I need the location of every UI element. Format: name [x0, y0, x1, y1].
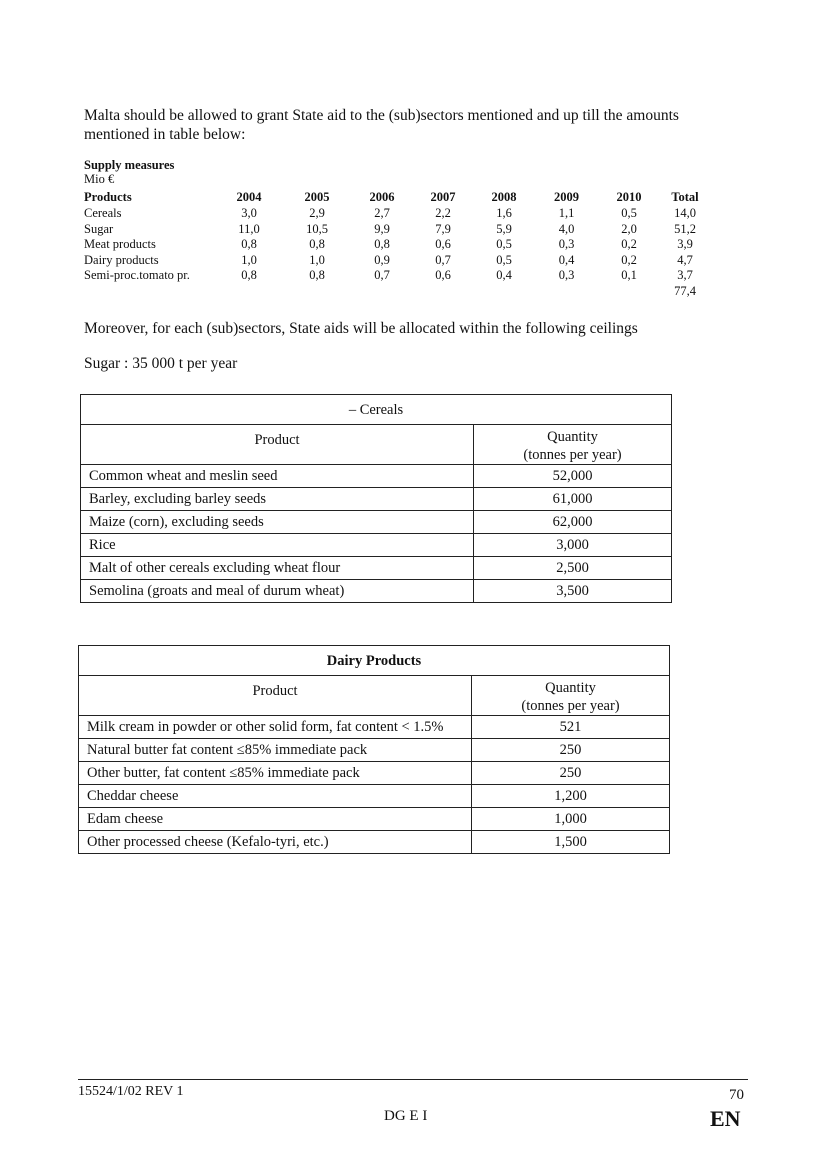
supply-value-cell: 0,7: [435, 252, 451, 267]
supply-value-cell: [535, 284, 598, 300]
dairy-row: [79, 831, 670, 854]
cereals-product-header: Product: [81, 425, 474, 465]
dairy-quantity-cell: 1,000: [472, 808, 670, 831]
dairy-product-cell: Natural butter fat content ≤85% immediate pack: [79, 739, 472, 762]
supply-value-cell: [413, 284, 473, 300]
supply-value-cell: 0,8: [241, 237, 257, 251]
supply-product-cell: Sugar: [84, 221, 114, 236]
supply-row: [84, 222, 710, 238]
supply-value-cell: 2004: [236, 190, 262, 204]
dairy-product-cell: Milk cream in powder or other solid form, fat content < 1.5%: [79, 716, 472, 739]
dairy-quantity-cell: 1,200: [472, 785, 670, 808]
cereals-quantity-cell: 2,500: [474, 557, 672, 580]
supply-value-cell: 0,6: [435, 268, 451, 282]
cereals-row: [81, 534, 672, 557]
cereals-quantity-header-label: Quantity: [547, 429, 598, 445]
supply-product-cell: Cereals: [84, 206, 122, 220]
dairy-row: [79, 785, 670, 808]
cereals-quantity-header-unit: (tonnes per year): [523, 447, 622, 463]
cereals-table-title: – Cereals: [81, 395, 672, 425]
footer-divider: [78, 1079, 748, 1080]
dairy-product-cell: Other butter, fat content ≤85% immediate pack: [79, 762, 472, 785]
cereals-row: [81, 511, 672, 534]
supply-value-cell: 5,9: [496, 221, 512, 236]
supply-product-cell: Dairy products: [84, 252, 159, 267]
supply-value-cell: 0,8: [241, 268, 257, 282]
dairy-quantity-cell: 250: [472, 739, 670, 762]
supply-value-cell: 0,8: [309, 268, 325, 282]
language-code: EN: [710, 1106, 741, 1131]
supply-product-cell: Meat products: [84, 237, 156, 251]
supply-value-cell: 77,4: [674, 283, 696, 298]
page-number: 70: [729, 1087, 744, 1103]
supply-value-cell: 0,5: [621, 206, 637, 220]
supply-value-cell: 2008: [491, 190, 517, 204]
supply-value-cell: 1,0: [241, 252, 257, 267]
supply-value-cell: 0,5: [496, 237, 512, 251]
supply-value-cell: 2,7: [374, 206, 390, 220]
supply-value-cell: 2006: [369, 190, 395, 204]
cereals-quantity-cell: 3,000: [474, 534, 672, 557]
supply-value-cell: 2005: [304, 190, 330, 204]
cereals-row: [81, 580, 672, 603]
supply-measures-title: Supply measures: [84, 158, 175, 172]
cereals-table: [80, 394, 672, 603]
supply-value-cell: 0,6: [435, 237, 451, 251]
dairy-row: [79, 808, 670, 831]
supply-value-cell: 2,9: [309, 206, 325, 220]
supply-value-cell: 0,9: [374, 252, 390, 267]
supply-value-cell: 0,8: [309, 237, 325, 251]
supply-row: [84, 253, 710, 269]
supply-product-cell: [84, 284, 215, 300]
dairy-table-title: Dairy Products: [79, 646, 670, 676]
supply-row: [84, 268, 710, 284]
dairy-row: [79, 739, 670, 762]
cereals-row: [81, 465, 672, 488]
supply-value-cell: [473, 284, 535, 300]
supply-value-cell: 4,7: [677, 252, 693, 267]
cereals-quantity-header: [474, 425, 672, 465]
supply-measures-table: [84, 188, 710, 299]
supply-value-cell: 0,1: [621, 268, 637, 282]
supply-value-cell: 2009: [554, 190, 579, 204]
dairy-row: [79, 716, 670, 739]
supply-value-cell: 0,2: [621, 252, 637, 267]
supply-value-cell: 11,0: [238, 221, 260, 236]
supply-value-cell: 51,2: [674, 221, 696, 236]
supply-value-cell: Total: [671, 190, 699, 204]
supply-value-cell: 0,7: [374, 268, 390, 282]
cereals-product-cell: Barley, excluding barley seeds: [81, 488, 474, 511]
dairy-quantity-cell: 1,500: [472, 831, 670, 854]
cereals-quantity-cell: 3,500: [474, 580, 672, 603]
supply-value-cell: 10,5: [306, 221, 328, 236]
supply-value-cell: 0,5: [496, 252, 512, 267]
supply-value-cell: 7,9: [435, 221, 451, 236]
dairy-quantity-header-label: Quantity: [545, 680, 596, 696]
supply-value-cell: 0,8: [374, 237, 390, 251]
supply-value-cell: 2010: [616, 190, 642, 204]
directorate-label: DG E I: [384, 1108, 428, 1124]
dairy-quantity-cell: 250: [472, 762, 670, 785]
dairy-product-cell: Other processed cheese (Kefalo-tyri, etc.): [79, 831, 472, 854]
supply-value-cell: 2,0: [621, 221, 637, 236]
cereals-product-cell: Malt of other cereals excluding wheat flour: [81, 557, 474, 580]
supply-measures-unit: Mio €: [84, 172, 115, 186]
supply-value-cell: 0,3: [558, 237, 575, 251]
cereals-product-cell: Rice: [81, 534, 474, 557]
document-reference: 15524/1/02 REV 1: [78, 1084, 184, 1099]
dairy-quantity-header: [472, 676, 670, 716]
cereals-product-cell: Maize (corn), excluding seeds: [81, 511, 474, 534]
supply-value-cell: 1,6: [496, 206, 512, 220]
supply-measures-section: [84, 158, 710, 299]
cereals-quantity-cell: 62,000: [474, 511, 672, 534]
cereals-row: [81, 557, 672, 580]
supply-header-row: [84, 188, 710, 206]
supply-product-cell: Semi-proc.tomato pr.: [84, 268, 190, 282]
supply-value-cell: 9,9: [374, 221, 390, 236]
cereals-product-cell: Common wheat and meslin seed: [81, 465, 474, 488]
dairy-product-cell: Edam cheese: [79, 808, 472, 831]
supply-product-cell: Products: [84, 190, 132, 204]
supply-value-cell: 1,0: [309, 252, 325, 267]
dairy-product-header: Product: [79, 676, 472, 716]
supply-row: [84, 284, 710, 300]
supply-row: [84, 237, 710, 253]
supply-value-cell: 3,0: [241, 206, 257, 220]
supply-value-cell: 0,2: [621, 237, 637, 251]
cereals-quantity-cell: 61,000: [474, 488, 672, 511]
supply-value-cell: 2007: [430, 190, 456, 204]
supply-value-cell: 0,4: [558, 252, 575, 267]
cereals-quantity-cell: 52,000: [474, 465, 672, 488]
supply-value-cell: 0,4: [496, 268, 512, 282]
supply-value-cell: 3,7: [677, 268, 693, 282]
supply-value-cell: 1,1: [558, 206, 575, 220]
supply-value-cell: 4,0: [558, 221, 575, 236]
supply-value-cell: 2,2: [435, 206, 451, 220]
dairy-row: [79, 762, 670, 785]
cereals-product-cell: Semolina (groats and meal of durum wheat): [81, 580, 474, 603]
dairy-quantity-header-unit: (tonnes per year): [521, 698, 620, 714]
cereals-row: [81, 488, 672, 511]
supply-value-cell: [351, 284, 413, 300]
supply-value-cell: [598, 284, 660, 300]
supply-value-cell: [283, 284, 351, 300]
sugar-ceiling-line: Sugar : 35 000 t per year: [84, 355, 238, 372]
intro-paragraph: Malta should be allowed to grant State aid to the (sub)sectors mentioned and up till the amounts mentioned in table below:: [84, 107, 679, 143]
supply-value-cell: [215, 284, 283, 300]
supply-value-cell: 3,9: [677, 237, 693, 251]
dairy-product-cell: Cheddar cheese: [79, 785, 472, 808]
supply-row: [84, 206, 710, 222]
ceilings-paragraph: Moreover, for each (sub)sectors, State aids will be allocated within the following ceilings: [84, 320, 638, 337]
dairy-table: [78, 645, 670, 854]
dairy-quantity-cell: 521: [472, 716, 670, 739]
supply-value-cell: 0,3: [558, 268, 575, 282]
supply-value-cell: 14,0: [674, 206, 696, 220]
